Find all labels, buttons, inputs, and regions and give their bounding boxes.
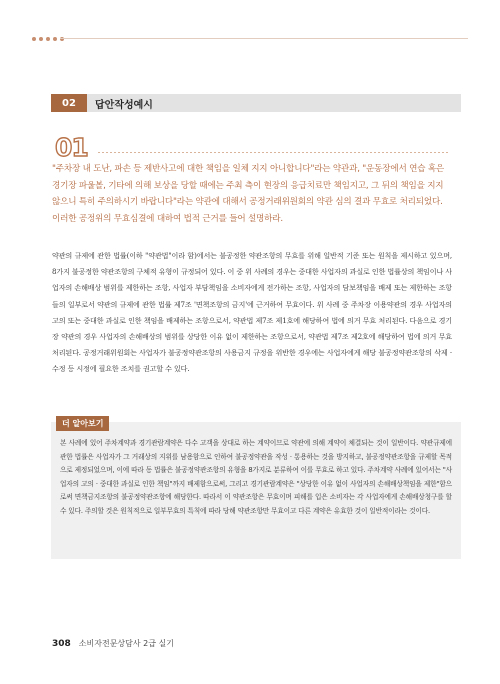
more-info-box (51, 419, 461, 559)
header-rule (60, 38, 468, 39)
more-info-tab: 더 알아보기 (56, 416, 109, 431)
dot (32, 37, 36, 41)
section-number: 02 (51, 94, 87, 112)
book-title: 소비자전문상담사 2급 실기 (78, 639, 174, 648)
question-text: "주차장 내 도난, 파손 등 제반사고에 대한 책임을 일체 지지 아니합니다"라는 약관과, "운동장에서 연습 혹은 경기장 파울볼, 기타에 의해 보상을 당할 때에는 주최 측이 현장의 응급치료만 책임지고, 그 뒤의 책임을 지지 않으니 특히 주의하시기 바랍니다"라는 약관에 대해서 공정거래위원회의 약관 심의 결과 무효로 처리되었다. 이러한 공정위의 무효심결에 대하여 법적 근거를 들어 설명하라. (52, 164, 445, 224)
dot (53, 37, 57, 41)
page-footer (52, 638, 174, 649)
dot (46, 37, 50, 41)
more-info-text: 본 사례에 있어 주차계약과 경기관람계약은 다수 고객을 상대로 하는 계약이므로 약관에 의해 계약이 체결되는 것이 일반이다. 약관규제에 관한 법률은 사업자가 그 거래상의 지위를 남용함으로 인하여 불공정약관을 작성 · 통용하는 것을 방지하고, 불공정약관조항을 규제할 목적으로 제정되었으며, 이에 따라 동 법률은 불공정약관조항의 유형을 8가지로 분류하여 이를 무효로 하고 있다. 주차계약 사례에 있어서는 "사업자의 고의 · 중대한 과실로 인한 책임"까지 배제함으로써, 그리고 경기관람계약은 "상당한 이유 없이 사업자의 손해배상책임을 제한"함으로써 면책금지조항의 불공정약관조항에 해당한다. 따라서 이 약관조항은 무효이며 피해를 입은 소비자는 각 사업자에게 손해배상청구를 할 수 있다. 주의할 것은 원칙적으로 일부무효의 특칙에 따라 당해 약관조항만 무효이고 다른 계약은 유효한 것이 일반적이라는 것이다. (60, 439, 452, 515)
question-divider (98, 152, 450, 153)
page-number: 308 (52, 638, 71, 649)
question-number: 01 (55, 133, 88, 162)
dot (39, 37, 43, 41)
section-title: 답안작성예시 (95, 99, 153, 111)
answer-text: 약관의 규제에 관한 법률(이하 "약관법"이라 함)에서는 불공정한 약관조항의 무효를 위해 일반적 기준 또는 원칙을 제시하고 있으며, 8가지 불공정한 약관조항의 구체적 유형이 규정되어 있다. 이 중 위 사례의 경우는 중대한 사업자의 과실로 인한 법률상의 책임이나 사업자의 손해배상 범위를 제한하는 조항, 사업자 부담책임을 소비자에게 전가하는 조항, 사업자의 담보책임을 배제 또는 제한하는 조항들의 일부로서 약관의 규제에 관한 법률 제7조 '면책조항의 금지'에 근거하여 무효이다. 위 사례 중 주차장 이용약관의 경우 사업자의 고의 또는 중대한 과실로 인한 책임을 배제하는 조항으로서, 약관법 제7조 제1호에 해당하여 법에 의거 무효 처리된다. 다음으로 경기장 약관의 경우 사업자의 손해배상의 범위를 상당한 이유 없이 제한하는 조항으로서, 약관법 제7조 제2호에 해당하여 법에 의거 무효 처리된다. 공정거래위원회는 사업자가 불공정약관조항의 사용금지 규정을 위반한 경우에는 사업자에게 해당 불공정약관조항의 삭제 · 수정 등 시정에 필요한 조치를 권고할 수 있다. (52, 251, 452, 374)
section-header (51, 94, 461, 112)
